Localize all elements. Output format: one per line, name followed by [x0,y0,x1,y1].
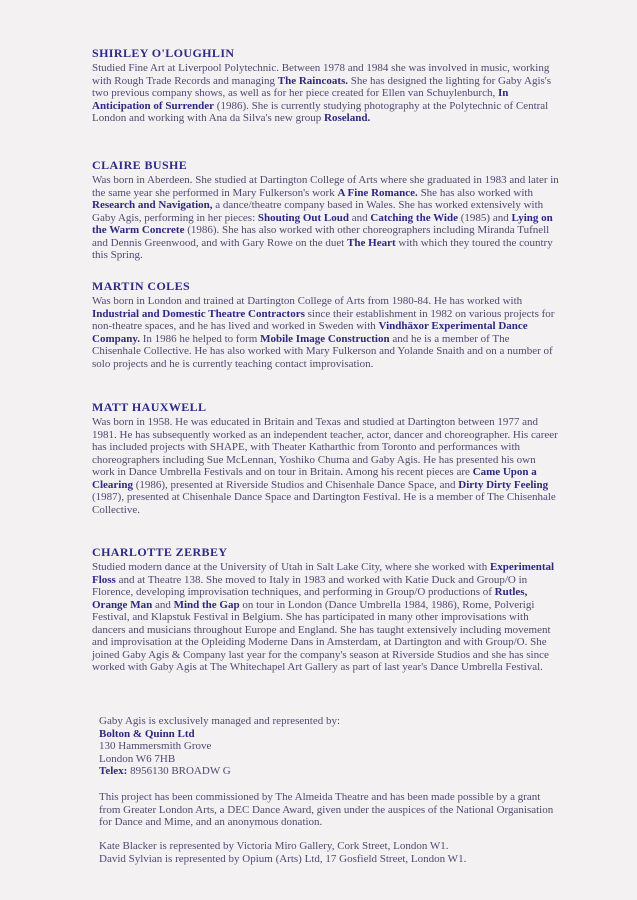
text-run: (1986), presented at Riverside Studios and Chisenhale Dance Space, and [132,478,459,491]
text-run: She has also worked with [417,186,533,199]
bold-title: Lying on the Warm Concrete [92,211,553,236]
bold-title: Vindhäxor Experimental Dance Company. [92,320,528,345]
text-run: Studied modern dance at the University of Utah in Salt Lake City, where she worked with [92,561,490,573]
text-run: She has designed the lighting for Gaby Agis's two previous company shows, as well as for her piece created for Ellen van Schuylenburch, [92,74,552,99]
bold-title: Roseland. [324,112,371,124]
text-run: (1986). She has also worked with other choreographers including Miranda Tufnell and Dennis Greenwood, and with Gary Rowe on the duet [92,224,550,249]
bio-text [92,174,560,262]
text-run: and [349,211,371,224]
bio-text [92,561,560,674]
bold-title: Research and Navigation, [92,199,213,211]
telex-label: Telex: [99,765,128,777]
bold-title: In Anticipation of Surrender [92,87,509,112]
bio-martin-coles [92,279,560,370]
text-run: (1986). She is currently studying photography at the Polytechnic of Central London and working with Ana da Silva's new group [92,99,549,124]
representation-line-1: Kate Blacker is represented by Victoria Miro Gallery, Cork Street, London W1. [99,840,449,852]
text-run: (1987), presented at Chisenhale Dance Space and Dartington Festival. He is a member of The Chisenhale Collective. [92,491,556,516]
address-line-1: 130 Hammersmith Grove [99,740,212,752]
text-run: and [152,598,174,611]
bio-name: MARTIN COLES [92,279,191,293]
text-run: with which they toured the country this Spring. [92,236,553,261]
text-run: Studied Fine Art at Liverpool Polytechnic. Between 1978 and 1984 she was involved in music, working with Rough Trade Records and managing [92,62,550,87]
commission-note: This project has been commissioned by The Almeida Theatre and has been made possible by a grant from Greater London Arts, a DEC Dance Award, given under the auspices of the National Organisation for Dance and Mime, and an anonymous donation. [99,791,554,828]
bold-title: A Fine Romance. [337,186,418,199]
text-run: Was born in Aberdeen. She studied at Dartington College of Arts where she graduated in 1983 and later in the same year she performed in Mary Fulkerson's work [92,174,559,199]
text-run: Was born in London and trained at Dartington College of Arts from 1980-84. He has worked with [92,295,523,307]
management-intro: Gaby Agis is exclusively managed and represented by: [99,715,341,727]
bio-shirley-oloughlin [92,46,560,125]
bold-title: Rutles, Orange Man [92,586,528,611]
bold-title: The Heart [347,236,396,249]
bold-title: Dirty Dirty Feeling [458,478,549,491]
text-run: (1985) and [458,211,512,224]
bold-title: Catching the Wide [370,211,458,224]
address-line-2: London W6 7HB [99,752,176,765]
bold-title: Mobile Image Construction [260,332,390,345]
bio-matt-hauxwell [92,400,560,516]
text-run: and he is a member of The Chisenhale Collective. He has also worked with Mary Fulkerson and Yolande Snaith and on a number of solo projects and he is currently teaching contact improvisation. [92,332,553,370]
bold-title: Shouting Out Loud [257,211,349,224]
text-run: Was born in 1958. He was educated in Britain and Texas and studied at Dartington between 1977 and 1981. He has subsequently worked as an independent teacher, actor, dancer and choreographer. His career has included projects with SHAPE, with Theater Katharthic from Toronto and performances with choreographers including Sue McLennan, Yoshiko Chuma and Gaby Agis. He has presented his own work in Dance Umbrella Festivals and on tour in Britain. Among his recent pieces are [92,416,558,478]
bio-text [92,295,560,370]
text-run: In 1986 he helped to form [140,332,261,345]
bold-title: Experimental Floss [92,561,555,586]
telex-line [99,765,340,778]
representation-block [99,840,569,865]
bold-title: The Raincoats. [277,74,349,87]
bold-title: Mind the Gap [173,598,240,611]
bold-title: Came Upon a Clearing [92,466,537,491]
text-run: and at Theatre 138. She moved to Italy in 1983 and worked with Katie Duck and Group/O in Florence, developing improvisation techniques, and performing in Group/O productions of [92,573,528,598]
representation-line-2: David Sylvian is represented by Opium (Arts) Ltd, 17 Gosfield Street, London W1. [99,852,467,865]
bio-name: CLAIRE BUSHE [92,158,188,172]
text-run: on tour in London (Dance Umbrella 1984, 1986), Rome, Polverigi Festival, and Klapstuk Festival in Belgium. She has participated in many other improvisations with dancers and musicians throughout Europe and England. She has taught extensively including movement and improvisation at the Opleiding Moderne Dans in Amsterdam, at Dartington and with Group/O. She joined Gaby Agis & Company last year for the company's season at Riverside Studios and she has since worked with Gaby Agis at The Whitechapel Art Gallery as part of last year's Dance Umbrella Festival. [92,598,551,673]
bio-text [92,416,560,516]
bio-name: CHARLOTTE ZERBEY [92,545,228,559]
bio-text [92,62,560,125]
management-block [99,715,340,778]
management-company: Bolton & Quinn Ltd [99,727,195,740]
bio-claire-bushe [92,158,560,262]
bold-title: Industrial and Domestic Theatre Contractors [92,307,305,320]
bio-name: SHIRLEY O'LOUGHLIN [92,46,235,60]
bio-name: MATT HAUXWELL [92,400,207,414]
text-run: a dance/theatre company based in Wales. She has worked extensively with Gaby Agis, performing in her pieces: [92,199,544,224]
text-run: since their establishment in 1982 on various projects for non-theatre spaces, and he has lived and worked in Sweden with [92,307,555,332]
bio-charlotte-zerbey [92,545,560,674]
telex-value: 8956130 BROADW G [130,765,231,777]
